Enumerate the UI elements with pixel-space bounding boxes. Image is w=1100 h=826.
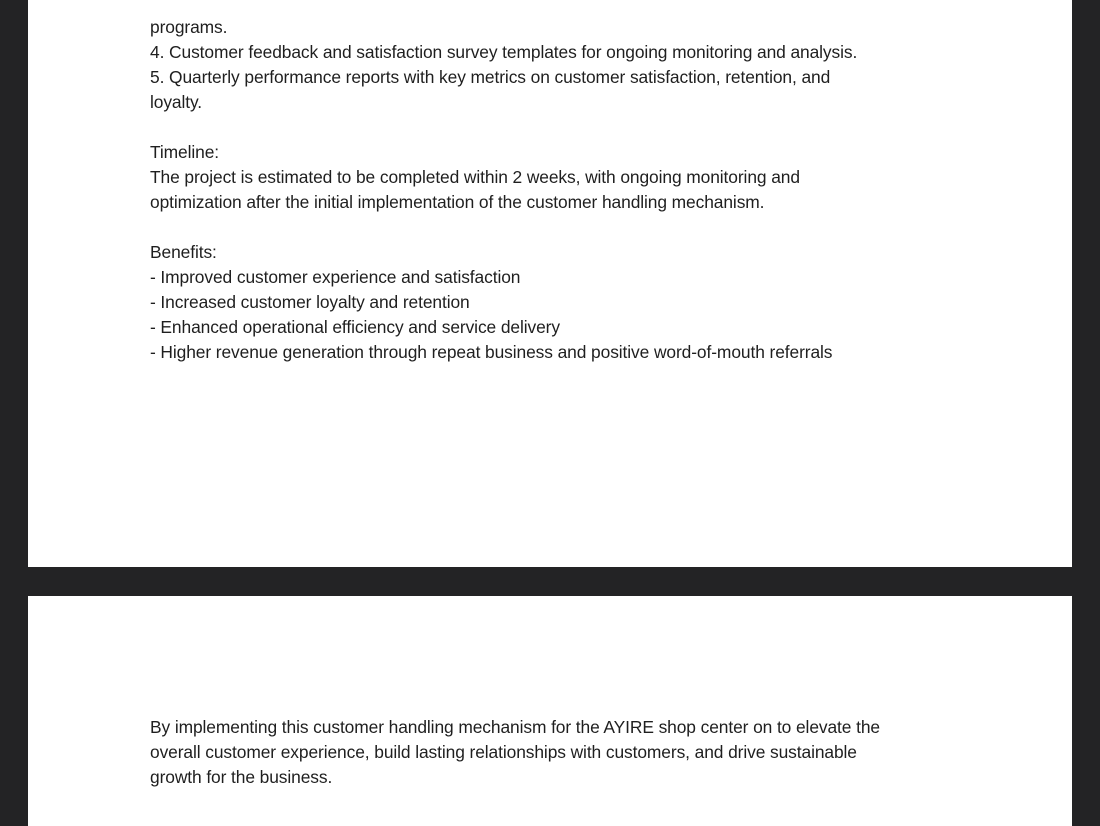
page-2-body	[150, 715, 950, 790]
paragraph-spacer	[150, 215, 950, 240]
deliverable-line: 5. Quarterly performance reports with key metrics on customer satisfaction, retention, and	[150, 67, 831, 87]
benefits-heading: Benefits:	[150, 242, 217, 262]
document-page-2	[28, 596, 1072, 826]
deliverable-line: programs.	[150, 17, 228, 37]
page-1-body	[150, 0, 950, 365]
timeline-line: The project is estimated to be completed within 2 weeks, with ongoing monitoring and	[150, 167, 800, 187]
conclusion-line: growth for the business.	[150, 767, 333, 787]
timeline-heading: Timeline:	[150, 142, 220, 162]
deliverable-line: loyalty.	[150, 92, 203, 112]
conclusion-line: By implementing this customer handling mechanism for the AYIRE shop center on to elevate the	[150, 717, 880, 737]
paragraph-spacer	[150, 115, 950, 140]
benefit-item: - Enhanced operational efficiency and service delivery	[150, 317, 560, 337]
timeline-line: optimization after the initial implementation of the customer handling mechanism.	[150, 192, 765, 212]
benefit-item: - Increased customer loyalty and retention	[150, 292, 470, 312]
conclusion-line: overall customer experience, build lasting relationships with customers, and drive sustainable	[150, 742, 857, 762]
document-page-1	[28, 0, 1072, 567]
benefit-item: - Higher revenue generation through repeat business and positive word-of-mouth referrals	[150, 342, 833, 362]
benefit-item: - Improved customer experience and satisfaction	[150, 267, 521, 287]
deliverable-line: 4. Customer feedback and satisfaction survey templates for ongoing monitoring and analysis.	[150, 42, 858, 62]
clipped-deliverable-line	[150, 0, 950, 15]
